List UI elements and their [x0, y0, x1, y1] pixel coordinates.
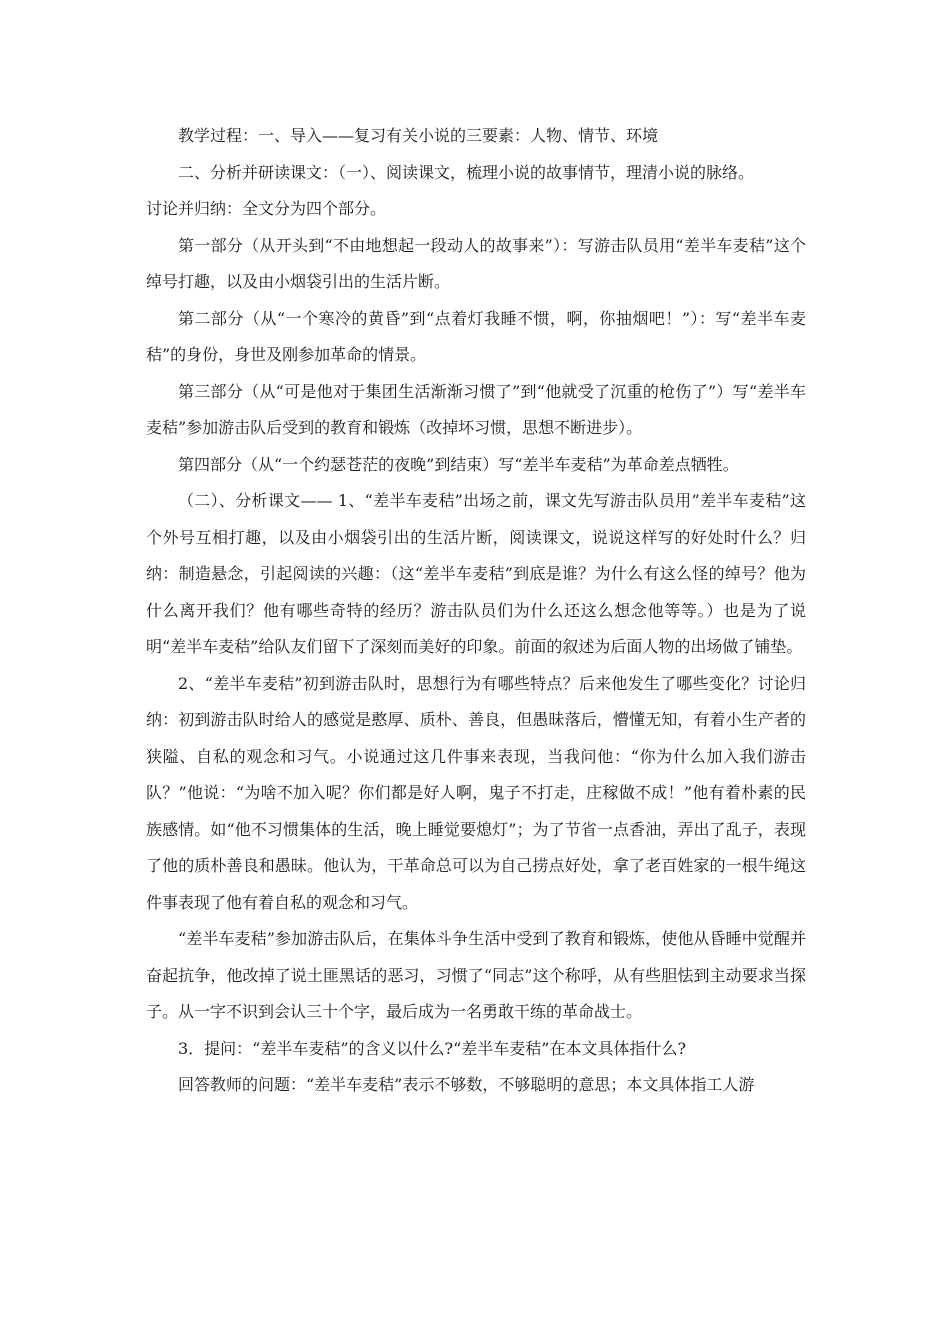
paragraph-analysis-one: （二）、分析课文—— 1、“差半车麦秸”出场之前，课文先写游击队员用”差半车麦秸”这个外号互相打趣，以及由小烟袋引出的生活片断，阅读课文，说说这样写的好处时什么？归纳：制造悬念，引起阅读的兴趣：（这“差半车麦秸”到底是谁？为什么有这么怪的绰号？他为什么离开我们？他有哪些奇特的经历？游击队员们为什么还这么想念他等等。）也是为了说明“差半车麦秸”给队友们留下了深刻而美好的印象。前面的叙述为后面人物的出场做了铺垫。 — [146, 491, 806, 656]
paragraph-analysis-two: 2、“差半车麦秸”初到游击队时，思想行为有哪些特点？后来他发生了哪些变化？讨论归纳：初到游击队时给人的感觉是憨厚、质朴、善良，但愚昧落后，懵懂无知，有着小生产者的狭隘、自私的观念和习气。小说通过这几件事来表现，当我问他：“你为什么加入我们游击队？”他说：“为啥不加入呢？你们都是好人啊，鬼子不打走，庄稼做不成！”他有着朴素的民族感情。如“他不习惯集体的生活，晚上睡觉要熄灯”；为了节省一点香油，弄出了乱子，表现了他的质朴善良和愚昧。他认为，干革命总可以为自己捞点好处，拿了老百姓家的一根牛绳这件事表现了他有着自私的观念和习气。 — [146, 673, 806, 912]
paragraph-question-three: 3．提问：“差半车麦秸”的含义以什么?“差半车麦秸”在本文具体指什么? — [178, 1038, 687, 1058]
paragraph-part-one: 第一部分（从开头到“不由地想起一段动人的故事来”）：写游击队员用“差半车麦秸”这个绰号打趣，以及由小烟袋引出的生活片断。 — [146, 235, 806, 291]
paragraph-answer: 回答教师的问题：“差半车麦秸”表示不够数，不够聪明的意思；本文具体指工人游 — [178, 1075, 755, 1094]
paragraph-teaching-process: 教学过程：一、导入——复习有关小说的三要素：人物、情节、环境 — [178, 126, 659, 145]
paragraph-part-three: 第三部分（从“可是他对于集团生活渐渐习惯了”到“他就受了沉重的枪伤了”）写“差半车麦秸”参加游击队后受到的教育和锻炼（改掉坏习惯，思想不断进步）。 — [146, 381, 806, 437]
paragraph-analysis-intro: 二、分析并研读课文：（一）、阅读课文，梳理小说的故事情节，理清小说的脉络。 — [178, 162, 755, 182]
paragraph-part-four: 第四部分（从“一个约瑟苍茫的夜晚”到结束）写“差半车麦秸”为革命差点牺牲。 — [178, 454, 739, 474]
paragraph-discussion: 讨论并归纳：全文分为四个部分。 — [146, 199, 387, 218]
paragraph-changes: “差半车麦秸”参加游击队后，在集体斗争生活中受到了教育和锻炼，使他从昏睡中觉醒并奋起抗争，他改掉了说土匪黑话的恶习，习惯了“同志”这个称呼，从有些胆怯到主动要求当探子。从一字不识到会认三十个字，最后成为一名勇敢干练的革命战士。 — [146, 929, 806, 1021]
document-body — [146, 118, 806, 1104]
paragraph-part-two: 第二部分（从“一个寒冷的黄昏”到“点着灯我睡不惯，啊，你抽烟吧！”）：写“差半车麦秸”的身份，身世及刚参加革命的情景。 — [146, 308, 806, 364]
